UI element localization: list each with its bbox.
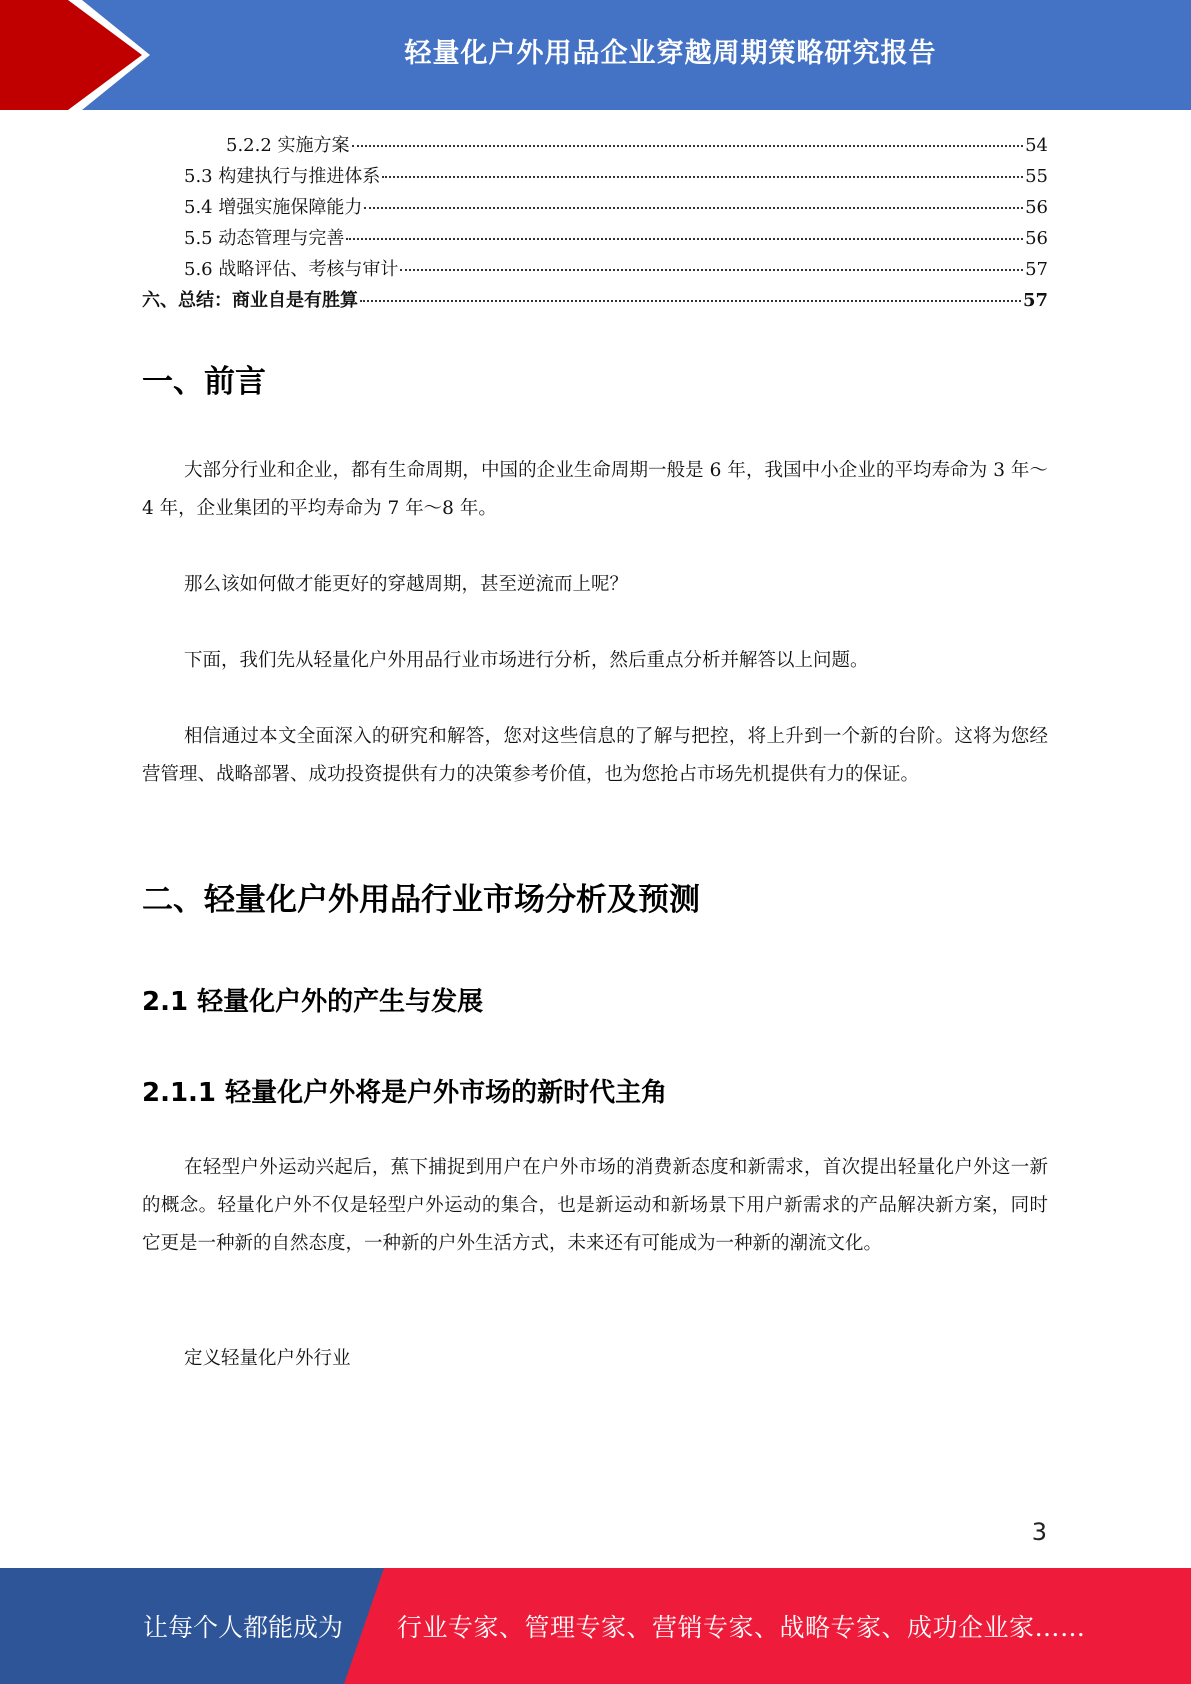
subsection-heading: 2.1 轻量化户外的产生与发展	[142, 987, 484, 1017]
toc-item-page: 57	[1022, 290, 1048, 311]
toc-item-label: 5.4 增强实施保障能力	[184, 197, 363, 218]
toc-item-label: 5.5 动态管理与完善	[184, 228, 345, 249]
table-of-contents	[142, 130, 1048, 316]
toc-item[interactable]	[142, 223, 1048, 254]
footer-slogan-left: 让每个人都能成为	[143, 1613, 344, 1642]
paragraph: 相信通过本文全面深入的研究和解答，您对这些信息的了解与把控，将上升到一个新的台阶。这将为您经营管理、战略部署、成功投资提供有力的决策参考价值，也为您抢占市场先机提供有力的保证。	[142, 726, 1048, 785]
toc-item[interactable]	[142, 161, 1048, 192]
toc-item[interactable]	[142, 130, 1048, 161]
toc-item-page: 56	[1025, 228, 1048, 249]
toc-leader-dots	[352, 145, 1024, 147]
toc-leader-dots	[346, 238, 1023, 240]
toc-item-label: 六、总结：商业自是有胜算	[142, 290, 358, 311]
toc-item[interactable]	[142, 285, 1048, 316]
paragraph: 大部分行业和企业，都有生命周期，中国的企业生命周期一般是 6 年，我国中小企业的平均寿命为 3 年～4 年，企业集团的平均寿命为 7 年～8 年。	[142, 460, 1048, 519]
paragraph: 定义轻量化户外行业	[184, 1348, 351, 1369]
paragraph: 下面，我们先从轻量化户外用品行业市场进行分析，然后重点分析并解答以上问题。	[184, 650, 869, 671]
subsubsection-heading: 2.1.1 轻量化户外将是户外市场的新时代主角	[142, 1078, 668, 1108]
page-header	[0, 0, 1191, 110]
section-heading-market-analysis: 二、轻量化户外用品行业市场分析及预测	[142, 882, 700, 918]
toc-item-page: 56	[1025, 197, 1048, 218]
paragraph: 那么该如何做才能更好的穿越周期，甚至逆流而上呢？	[184, 574, 629, 595]
section-heading-preface: 一、前言	[142, 364, 266, 400]
toc-leader-dots	[364, 207, 1023, 209]
toc-item-page: 55	[1025, 166, 1048, 187]
page-footer	[0, 1568, 1191, 1684]
page-number: 3	[1031, 1518, 1047, 1546]
toc-item-label: 5.3 构建执行与推进体系	[184, 166, 381, 187]
footer-slogan-right: 行业专家、管理专家、营销专家、战略专家、成功企业家……	[397, 1613, 1086, 1642]
toc-item-page: 57	[1025, 259, 1048, 280]
toc-leader-dots	[382, 176, 1023, 178]
paragraph: 在轻型户外运动兴起后，蕉下捕捉到用户在户外市场的消费新态度和新需求，首次提出轻量化户外这一新的概念。轻量化户外不仅是轻型户外运动的集合，也是新运动和新场景下用户新需求的产品解决新方案，同时它更是一种新的自然态度，一种新的户外生活方式，未来还有可能成为一种新的潮流文化。	[142, 1157, 1048, 1254]
toc-item-label: 5.2.2 实施方案	[226, 135, 350, 156]
toc-leader-dots	[360, 300, 1021, 302]
toc-item-page: 54	[1025, 135, 1048, 156]
toc-leader-dots	[400, 269, 1023, 271]
toc-item-label: 5.6 战略评估、考核与审计	[184, 259, 399, 280]
report-title: 轻量化户外用品企业穿越周期策略研究报告	[404, 37, 937, 69]
toc-item[interactable]	[142, 254, 1048, 285]
toc-item[interactable]	[142, 192, 1048, 223]
